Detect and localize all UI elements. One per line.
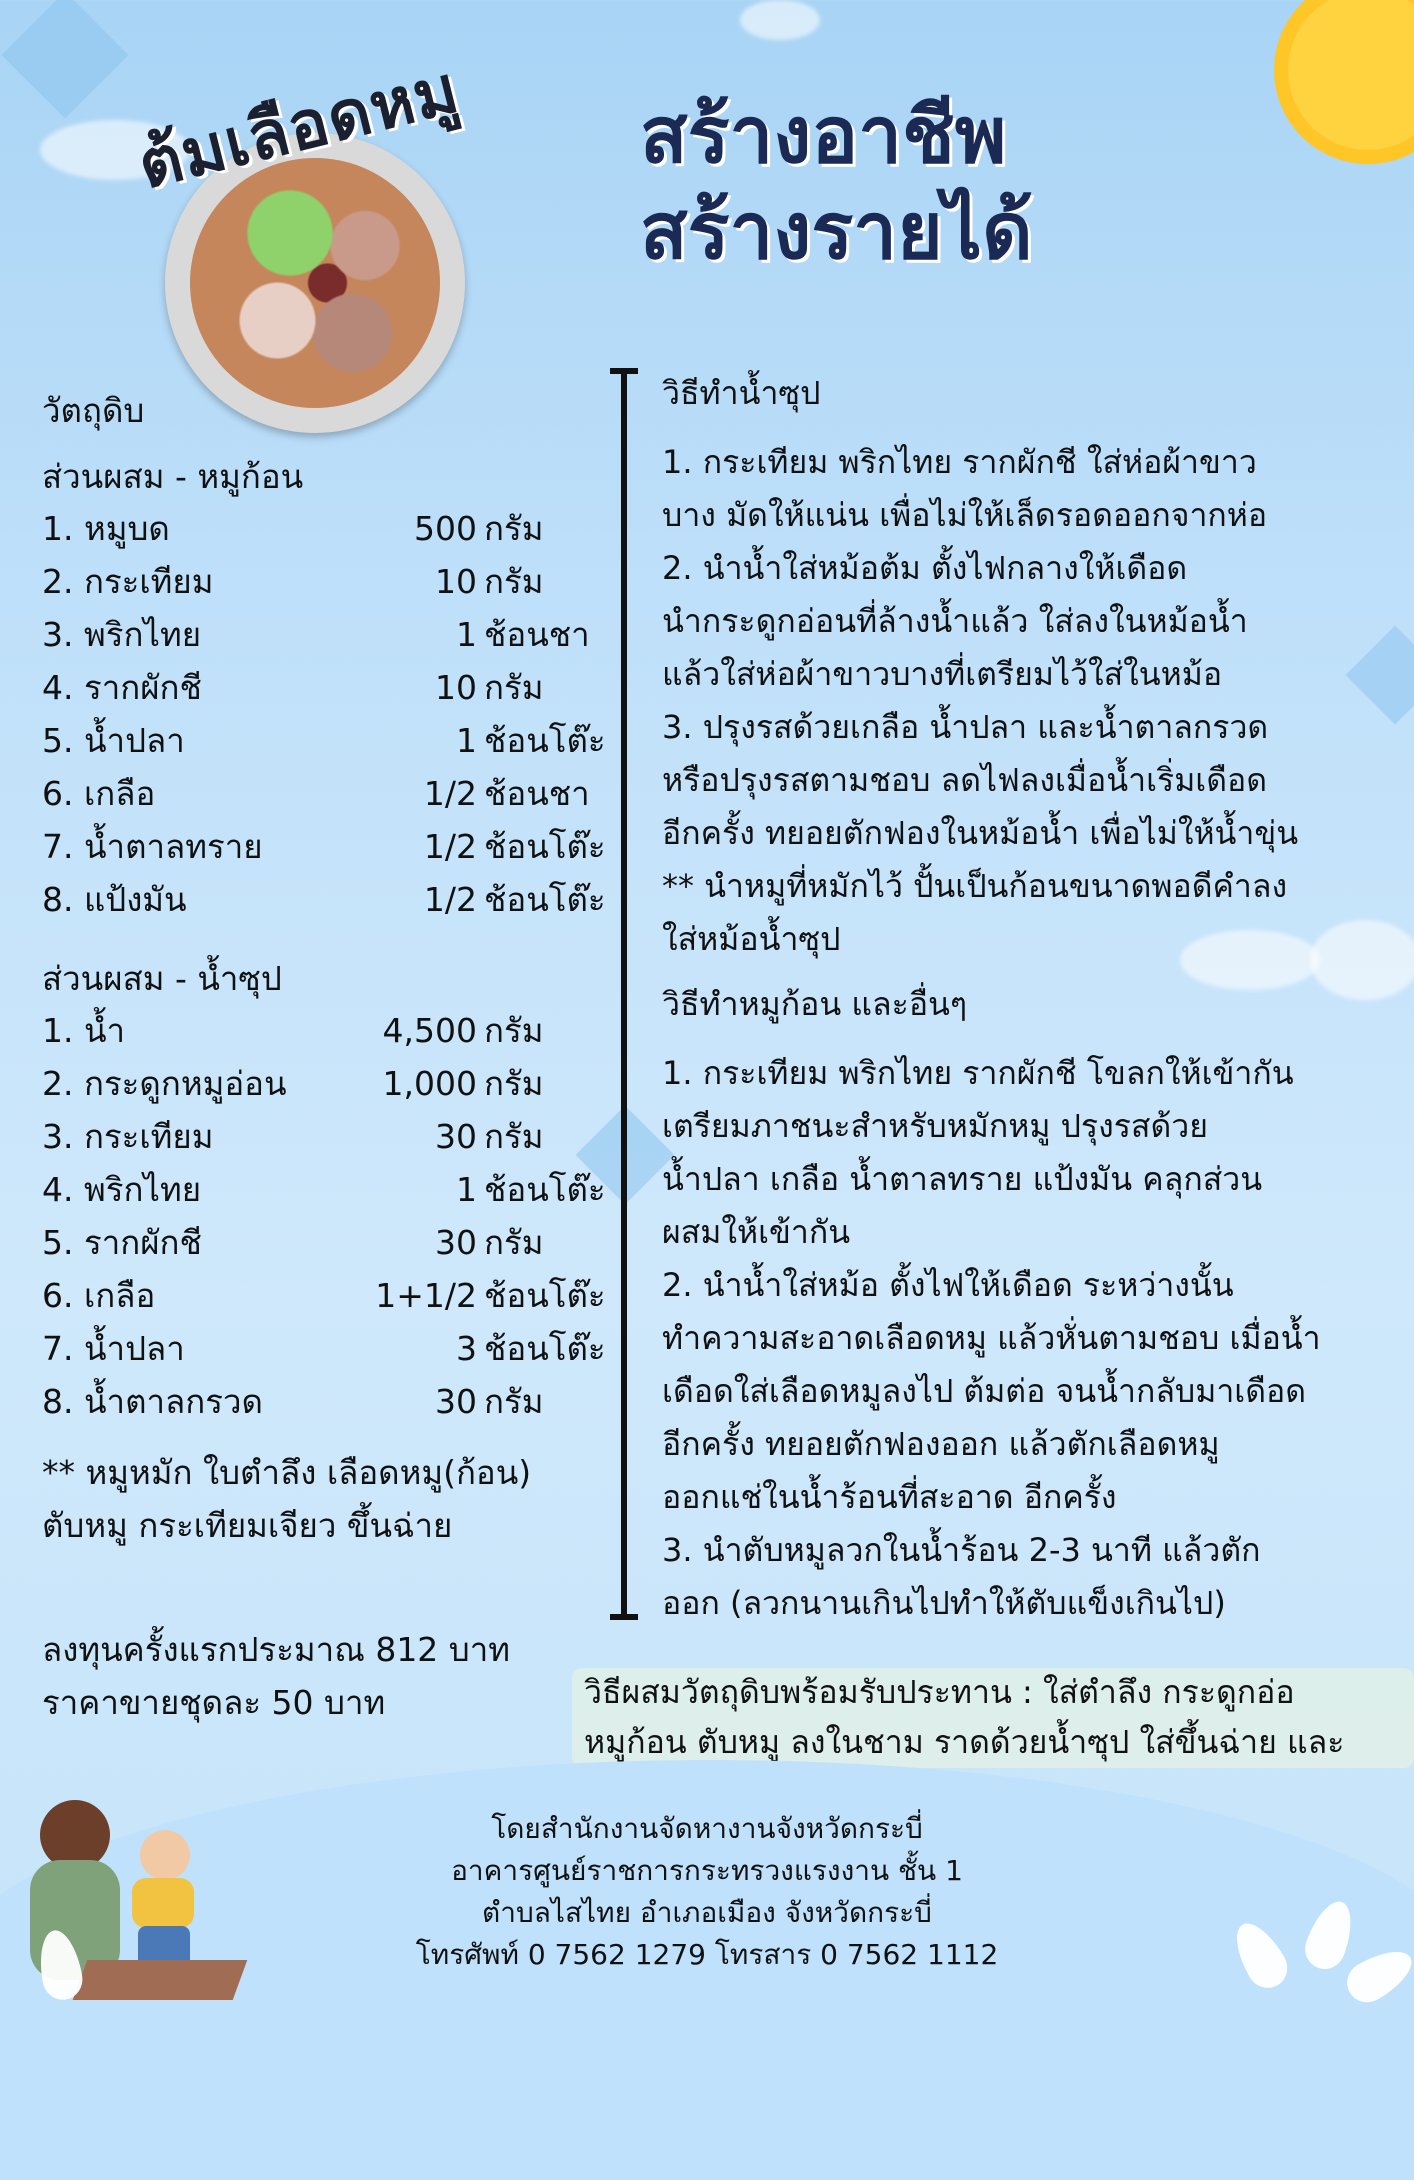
ingredient-row [42,608,612,661]
ingredient-row [42,1322,612,1375]
footer-contact: โทรศัพท์ 0 7562 1279 โทรสาร 0 7562 1112 [415,1938,999,1971]
ingredient-name: 2. กระเทียม [42,562,214,601]
ingredient-row [42,1004,612,1057]
cloud-decoration [1310,920,1414,1000]
ingredient-row [42,1375,612,1428]
ingredient-quantity: 1/2 [423,880,477,919]
ingredient-row [42,714,612,767]
ingredient-quantity: 1 [456,615,477,654]
ingredient-name: 6. เกลือ [42,774,156,813]
ingredient-row [42,1269,612,1322]
cloud-decoration [740,0,820,40]
ingredient-name: 5. รากผักชี [42,1223,202,1262]
ingredient-unit: กรัม [484,1117,544,1156]
method-step-line: หรือปรุงรสตามชอบ ลดไฟลงเมื่อน้ำเริ่มเดือด [662,761,1268,799]
sun-icon [1288,0,1414,150]
method-step-line: 1. กระเทียม พริกไทย รากผักชี ใส่ห่อผ้าขาว [662,443,1257,481]
ingredient-row [42,661,612,714]
dish-name: ต้มเลือดหมู [130,50,467,205]
ingredient-row [42,1110,612,1163]
soup-section-title: ส่วนผสม - น้ำซุป [42,959,282,998]
method-step-line: 2. นำน้ำใส่หม้อ ตั้งไฟให้เดือด ระหว่างนั้น [662,1266,1234,1304]
extra-ingredients-line-2: ตับหมู กระเทียมเจียว ขึ้นฉ่าย [42,1506,453,1545]
ingredient-unit: ช้อนโต๊ะ [484,1329,606,1368]
ingredient-row [42,767,612,820]
ingredient-quantity: 4,500 [382,1011,477,1050]
main-title-line-2: สร้างรายได้ [640,187,1033,277]
ingredient-unit: ช้อนชา [484,774,590,813]
pork-method-title: วิธีทำหมูก้อน และอื่นๆ [662,985,968,1023]
ingredient-name: 3. พริกไทย [42,615,202,654]
ingredient-quantity: 1/2 [423,774,477,813]
ingredient-name: 8. แป้งมัน [42,880,187,919]
ingredient-quantity: 30 [435,1117,477,1156]
ingredient-row [42,873,612,926]
method-step-line: ออกแช่ในน้ำร้อนที่สะอาด อีกครั้ง [662,1478,1117,1516]
ingredient-quantity: 500 [414,509,477,548]
heart-decoration-icon [1346,626,1414,725]
method-step-line: ** นำหมูที่หมักไว้ ปั้นเป็นก้อนขนาดพอดีคำลง [662,867,1288,905]
ingredient-name: 5. น้ำปลา [42,721,185,760]
ingredient-unit: กรัม [484,562,544,601]
ingredient-name: 1. น้ำ [42,1011,126,1050]
ingredient-quantity: 1/2 [423,827,477,866]
method-step-line: ออก (ลวกนานเกินไปทำให้ตับแข็งเกินไป) [662,1584,1226,1622]
ingredient-name: 2. กระดูกหมูอ่อน [42,1064,287,1103]
method-step-line: น้ำปลา เกลือ น้ำตาลทราย แป้งมัน คลุกส่วน [662,1160,1263,1198]
ingredient-quantity: 30 [435,1223,477,1262]
ingredient-quantity: 30 [435,1382,477,1421]
main-title [640,88,1200,280]
method-step-line: แล้วใส่ห่อผ้าขาวบางที่เตรียมไว้ใส่ในหม้อ [662,655,1223,693]
ingredient-unit: กรัม [484,1011,544,1050]
method-step-line: ทำความสะอาดเลือดหมู แล้วหั่นตามชอบ เมื่อน้ำ [662,1319,1321,1357]
serving-instructions-line-1: วิธีผสมวัตถุดิบพร้อมรับประทาน : ใส่ตำลึง กระดูกอ่อ [584,1673,1295,1711]
ingredient-quantity: 1 [456,721,477,760]
ingredient-unit: ช้อนโต๊ะ [484,721,606,760]
ingredient-name: 1. หมูบด [42,509,170,548]
cloud-decoration [1180,930,1320,990]
ingredient-unit: ช้อนโต๊ะ [484,1276,606,1315]
soup-method-title: วิธีทำน้ำซุป [662,374,821,412]
method-step-line: 1. กระเทียม พริกไทย รากผักชี โขลกให้เข้ากัน [662,1054,1294,1092]
method-step-line: 3. ปรุงรสด้วยเกลือ น้ำปลา และน้ำตาลกรวด [662,708,1269,746]
ingredient-quantity: 1,000 [382,1064,477,1103]
ingredient-unit: กรัม [484,1064,544,1103]
method-step-line: เดือดใส่เลือดหมูลงไป ต้มต่อ จนน้ำกลับมาเดือด [662,1372,1307,1410]
ingredient-row [42,1163,612,1216]
ingredient-row [42,502,612,555]
selling-price: ราคาขายชุดละ 50 บาท [42,1683,386,1722]
serving-instructions-line-2: หมูก้อน ตับหมู ลงในชาม ราดด้วยน้ำซุป ใส่ขึ้นฉ่าย และ [584,1723,1345,1761]
ingredient-unit: ช้อนโต๊ะ [484,1170,606,1209]
method-step-line: 2. นำน้ำใส่หม้อต้ม ตั้งไฟกลางให้เดือด [662,549,1188,587]
footer-office-name: โดยสำนักงานจัดหางานจังหวัดกระบี่ [491,1812,923,1845]
ingredient-row [42,1216,612,1269]
ingredient-unit: ช้อนโต๊ะ [484,827,606,866]
method-step-line: นำกระดูกอ่อนที่ล้างน้ำแล้ว ใส่ลงในหม้อน้ำ [662,602,1248,640]
ingredient-name: 4. รากผักชี [42,668,202,707]
ingredient-unit: ช้อนโต๊ะ [484,880,606,919]
ingredient-unit: กรัม [484,1223,544,1262]
footer-address: ตำบลไสไทย อำเภอเมือง จังหวัดกระบี่ [482,1896,932,1929]
ingredient-row [42,1057,612,1110]
ingredient-row [42,555,612,608]
method-step-line: อีกครั้ง ทยอยตักฟองออก แล้วตักเลือดหมู [662,1425,1220,1463]
extra-ingredients-line-1: ** หมูหมัก ใบตำลึง เลือดหมู(ก้อน) [42,1453,532,1492]
method-step-line: อีกครั้ง ทยอยตักฟองในหม้อน้ำ เพื่อไม่ให้น้ำขุ่น [662,814,1299,852]
ingredient-quantity: 10 [435,668,477,707]
heart-decoration-icon [1,0,128,119]
ingredient-name: 7. น้ำตาลทราย [42,827,263,866]
ingredient-quantity: 10 [435,562,477,601]
ingredient-unit: กรัม [484,1382,544,1421]
method-step-line: เตรียมภาชนะสำหรับหมักหมู ปรุงรสด้วย [662,1107,1208,1145]
ingredient-name: 3. กระเทียม [42,1117,214,1156]
footer-building: อาคารศูนย์ราชการกระทรวงแรงงาน ชั้น 1 [451,1854,963,1887]
ingredient-unit: กรัม [484,668,544,707]
pork-section-title: ส่วนผสม - หมูก้อน [42,457,304,496]
column-divider [621,368,627,1620]
method-step-line: 3. นำตับหมูลวกในน้ำร้อน 2-3 นาที แล้วตัก [662,1531,1261,1569]
method-step-line: บาง มัดให้แน่น เพื่อไม่ให้เล็ดรอดออกจากห่อ [662,496,1268,534]
main-title-line-1: สร้างอาชีพ [640,91,1007,181]
ingredient-quantity: 1+1/2 [375,1276,477,1315]
ingredient-quantity: 1 [456,1170,477,1209]
investment-cost: ลงทุนครั้งแรกประมาณ 812 บาท [42,1630,511,1669]
ingredient-quantity: 3 [456,1329,477,1368]
ingredient-unit: กรัม [484,509,544,548]
ingredient-name: 8. น้ำตาลกรวด [42,1382,263,1421]
ingredient-row [42,820,612,873]
ingredients-heading: วัตถุดิบ [42,391,145,430]
divider-cap-bottom [610,1614,638,1620]
ingredient-name: 4. พริกไทย [42,1170,202,1209]
ingredient-name: 7. น้ำปลา [42,1329,185,1368]
ingredient-unit: ช้อนชา [484,615,590,654]
divider-cap-top [610,368,638,374]
ingredient-name: 6. เกลือ [42,1276,156,1315]
method-step-line: ใส่หม้อน้ำซุป [662,920,841,958]
method-step-line: ผสมให้เข้ากัน [662,1213,851,1251]
